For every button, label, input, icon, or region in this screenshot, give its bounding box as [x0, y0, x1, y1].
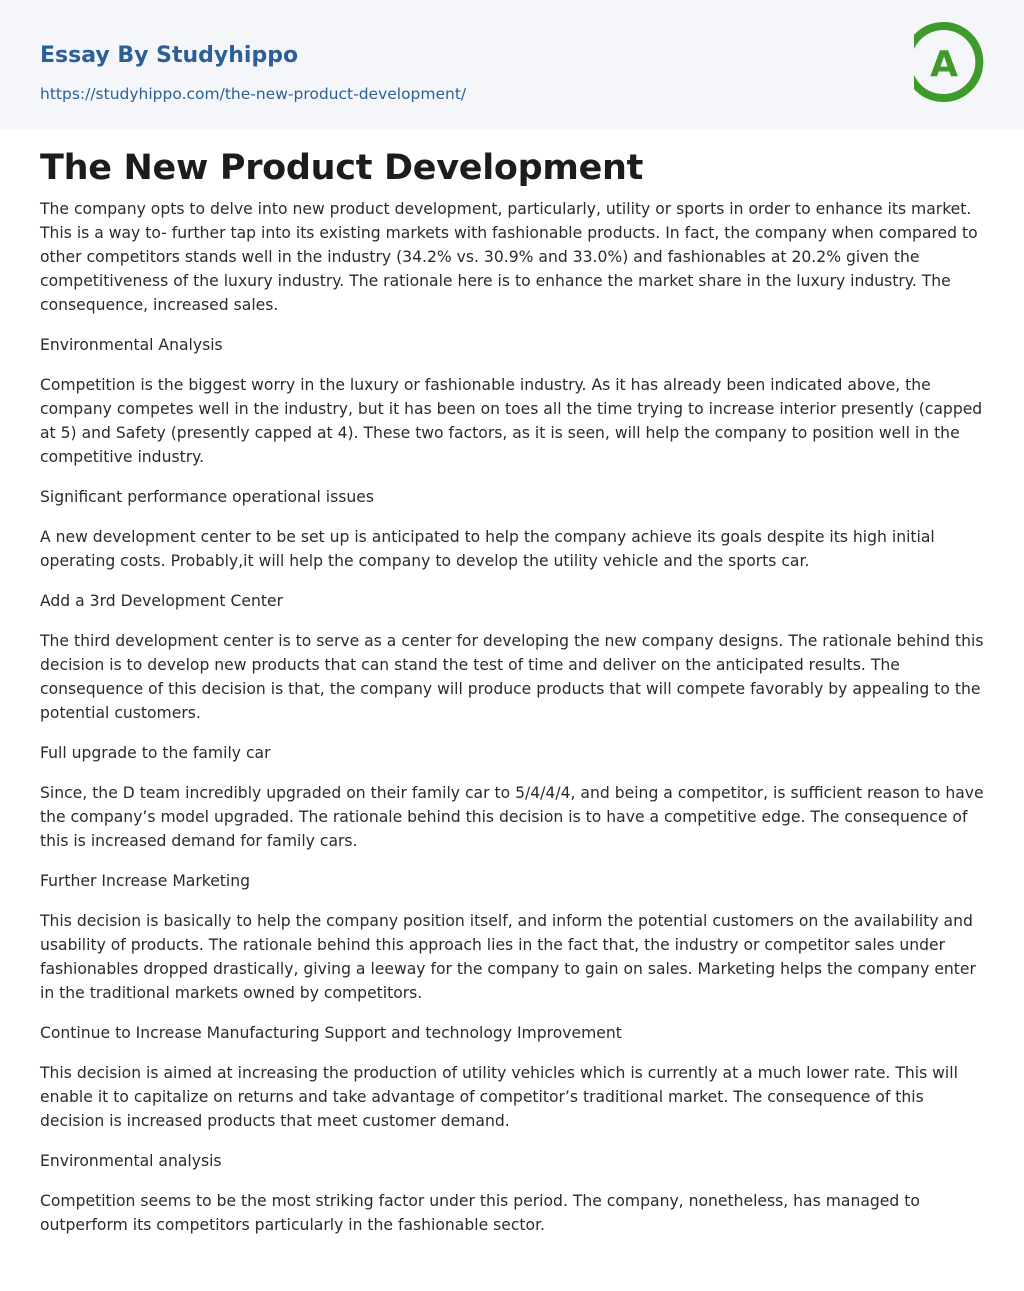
article-body — [0, 129, 1024, 1237]
page-title: The New Product Development — [40, 148, 644, 188]
paragraph: This decision is basically to help the company position itself, and inform the potential customers on the availability and usability of products. The rationale behind this approach lies in the fact that, the industry or competitor sales under fashionables dropped drastically, giving a leeway for the company to gain on sales. Marketing helps the company enter in the traditional markets owned by competitors. — [40, 912, 976, 1002]
site-brand[interactable]: Essay By Studyhippo — [40, 43, 299, 68]
paragraph: This decision is aimed at increasing the production of utility vehicles which is currently at a much lower rate. This will enable it to capitalize on returns and take advantage of competitor’s traditional market. The consequence of this decision is increased products that meet customer demand. — [40, 1064, 958, 1130]
page-header — [0, 0, 1024, 129]
studyhippo-logo-icon[interactable] — [914, 18, 984, 106]
source-url-link[interactable]: https://studyhippo.com/the-new-product-development/ — [40, 85, 467, 103]
paragraph: The third development center is to serve as a center for developing the new company designs. The rationale behind this decision is to develop new products that can stand the test of time and deliver on the anticipated results. The consequence of this decision is that, the company will produce products that will compete favorably by appealing to the potential customers. — [40, 632, 984, 722]
paragraph: Competition seems to be the most striking factor under this period. The company, nonetheless, has managed to outperform its competitors particularly in the fashionable sector. — [40, 1192, 920, 1234]
section-heading: Environmental analysis — [40, 1152, 222, 1170]
section-heading: Environmental Analysis — [40, 336, 223, 354]
section-heading: Add a 3rd Development Center — [40, 592, 283, 610]
section-heading: Continue to Increase Manufacturing Support and technology Improvement — [40, 1024, 622, 1042]
section-heading: Significant performance operational issues — [40, 488, 374, 506]
paragraph: A new development center to be set up is anticipated to help the company achieve its goals despite its high initial operating costs. Probably,it will help the company to develop the utility vehicle and the sports car. — [40, 528, 935, 570]
paragraph: Competition is the biggest worry in the luxury or fashionable industry. As it has already been indicated above, the company competes well in the industry, but it has been on toes all the time trying to increase interior presently (capped at 5) and Safety (presently capped at 4). These two factors, as it is seen, will help the company to position well in the competitive industry. — [40, 376, 983, 466]
paragraph: Since, the D team incredibly upgraded on their family car to 5/4/4/4, and being a competitor, is sufficient reason to have the company’s model upgraded. The rationale behind this decision is to have a competitive edge. The consequence of this is increased demand for family cars. — [40, 784, 984, 850]
logo-letter: A — [930, 44, 958, 85]
paragraph: The company opts to delve into new product development, particularly, utility or sports in order to enhance its market. This is a way to- further tap into its existing markets with fashionable products. In fact, the company when compared to other competitors stands well in the industry (34.2% vs. 30.9% and 33.0%) and fashionables at 20.2% given the competitiveness of the luxury industry. The rationale here is to enhance the market share in the luxury industry. The consequence, increased sales. — [40, 200, 978, 314]
section-heading: Further Increase Marketing — [40, 872, 251, 890]
section-heading: Full upgrade to the family car — [40, 744, 271, 762]
